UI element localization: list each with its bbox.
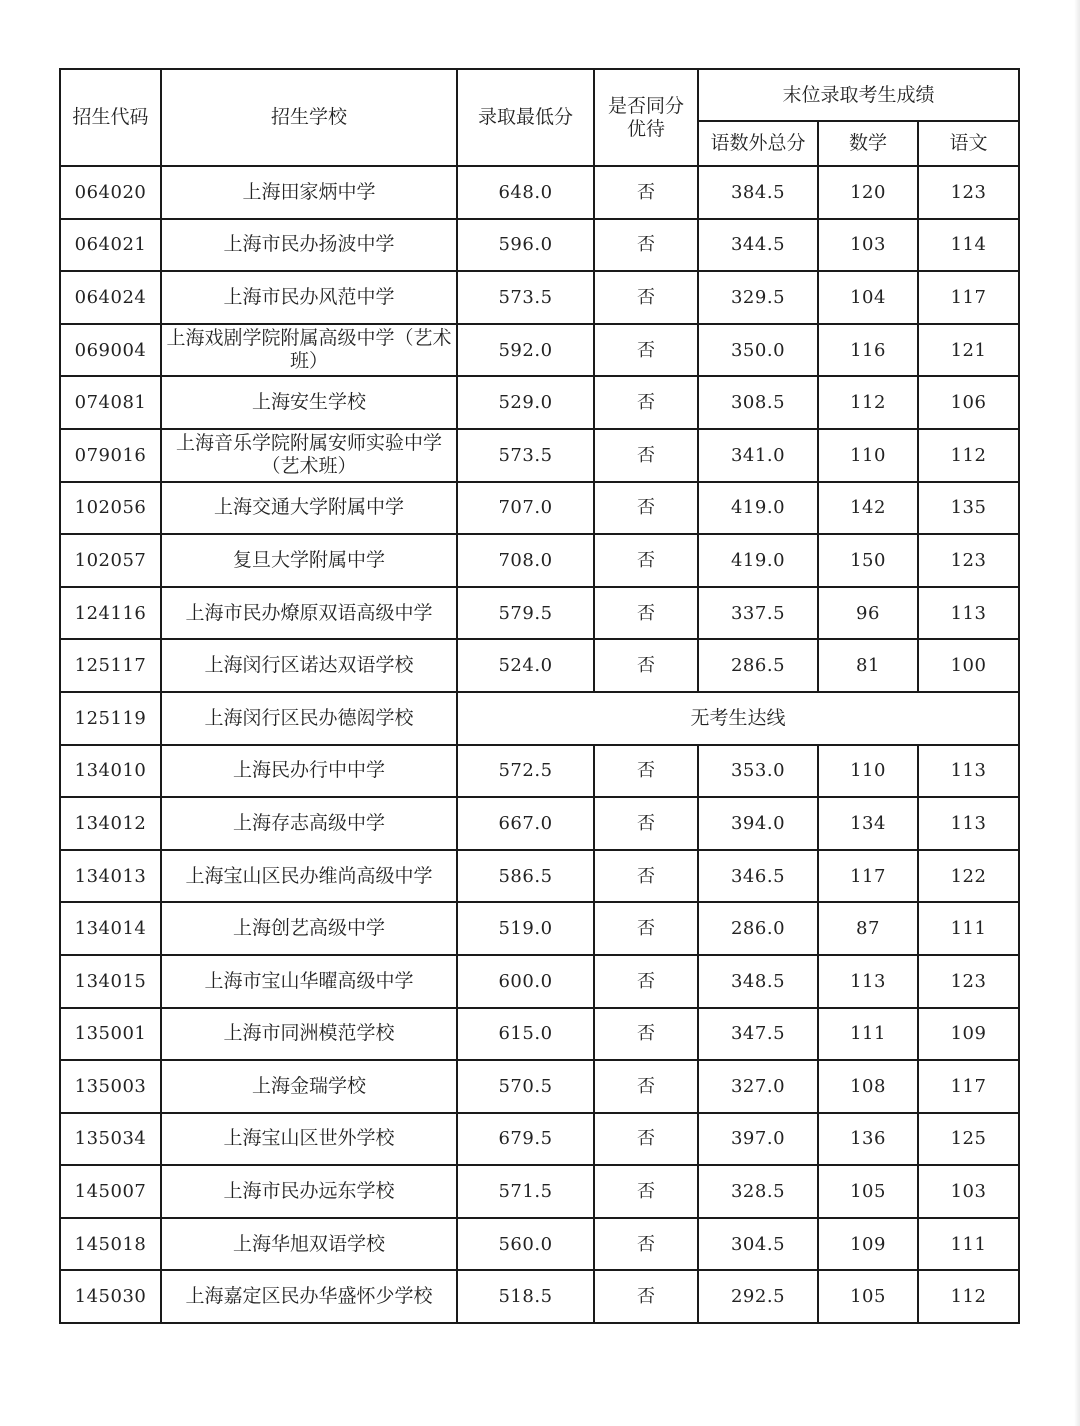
cell-chinese: 117: [918, 1060, 1019, 1113]
cell-min-score: 596.0: [457, 219, 594, 272]
cell-school: 上海存志高级中学: [161, 797, 457, 850]
cell-tie-priority: 否: [594, 1270, 698, 1323]
header-code: 招生代码: [60, 69, 161, 166]
cell-school: 上海市民办扬波中学: [161, 219, 457, 272]
table-row: [60, 1165, 1019, 1218]
cell-math: 105: [818, 1165, 918, 1218]
cell-min-score: 529.0: [457, 376, 594, 429]
cell-chinese: 121: [918, 324, 1019, 377]
page-edge-shadow: [1074, 0, 1080, 1426]
cell-school: 上海创艺高级中学: [161, 902, 457, 955]
cell-min-score: 570.5: [457, 1060, 594, 1113]
cell-min-score: 518.5: [457, 1270, 594, 1323]
cell-code: 079016: [60, 429, 161, 482]
admission-score-table: [59, 68, 1020, 1324]
cell-math: 81: [818, 639, 918, 692]
cell-school: 上海宝山区世外学校: [161, 1113, 457, 1166]
cell-code: 135034: [60, 1113, 161, 1166]
header-min-score: 录取最低分: [457, 69, 594, 166]
cell-min-score: 560.0: [457, 1218, 594, 1271]
cell-tie-priority: 否: [594, 271, 698, 324]
header-last-admitted-group: 末位录取考生成绩: [698, 69, 1019, 121]
cell-chinese: 106: [918, 376, 1019, 429]
cell-total: 348.5: [698, 955, 818, 1008]
cell-school: 上海市民办燎原双语高级中学: [161, 587, 457, 640]
cell-code: 102057: [60, 534, 161, 587]
cell-school: 复旦大学附属中学: [161, 534, 457, 587]
cell-total: 394.0: [698, 797, 818, 850]
cell-tie-priority: 否: [594, 639, 698, 692]
cell-total: 328.5: [698, 1165, 818, 1218]
cell-tie-priority: 否: [594, 1113, 698, 1166]
table-row: [60, 1218, 1019, 1271]
cell-tie-priority: 否: [594, 1060, 698, 1113]
table-row: [60, 271, 1019, 324]
cell-school: 上海田家炳中学: [161, 166, 457, 219]
table-row: [60, 1060, 1019, 1113]
cell-total: 304.5: [698, 1218, 818, 1271]
cell-math: 109: [818, 1218, 918, 1271]
cell-code: 102056: [60, 482, 161, 535]
cell-min-score: 648.0: [457, 166, 594, 219]
cell-math: 134: [818, 797, 918, 850]
cell-school: 上海金瑞学校: [161, 1060, 457, 1113]
cell-tie-priority: 否: [594, 166, 698, 219]
cell-math: 96: [818, 587, 918, 640]
cell-total: 344.5: [698, 219, 818, 272]
cell-school: 上海音乐学院附属安师实验中学（艺术班）: [161, 429, 457, 482]
cell-math: 116: [818, 324, 918, 377]
table-row: [60, 850, 1019, 903]
cell-min-score: 524.0: [457, 639, 594, 692]
cell-math: 103: [818, 219, 918, 272]
table-row: [60, 902, 1019, 955]
table-row: [60, 587, 1019, 640]
cell-total: 419.0: [698, 534, 818, 587]
cell-min-score: 679.5: [457, 1113, 594, 1166]
cell-min-score: 592.0: [457, 324, 594, 377]
cell-math: 136: [818, 1113, 918, 1166]
cell-total: 346.5: [698, 850, 818, 903]
cell-min-score: 573.5: [457, 271, 594, 324]
cell-min-score: 600.0: [457, 955, 594, 1008]
cell-math: 87: [818, 902, 918, 955]
cell-tie-priority: 否: [594, 324, 698, 377]
table-row: [60, 1270, 1019, 1323]
table-row: [60, 1113, 1019, 1166]
cell-math: 112: [818, 376, 918, 429]
cell-min-score: 572.5: [457, 745, 594, 798]
cell-chinese: 113: [918, 797, 1019, 850]
cell-total: 350.0: [698, 324, 818, 377]
cell-math: 120: [818, 166, 918, 219]
cell-min-score: 579.5: [457, 587, 594, 640]
cell-chinese: 113: [918, 745, 1019, 798]
cell-code: 064024: [60, 271, 161, 324]
cell-tie-priority: 否: [594, 534, 698, 587]
cell-code: 145007: [60, 1165, 161, 1218]
cell-chinese: 111: [918, 1218, 1019, 1271]
cell-tie-priority: 否: [594, 745, 698, 798]
cell-code: 134013: [60, 850, 161, 903]
cell-total: 419.0: [698, 482, 818, 535]
cell-chinese: 100: [918, 639, 1019, 692]
cell-code: 064020: [60, 166, 161, 219]
table-row: [60, 955, 1019, 1008]
cell-tie-priority: 否: [594, 1008, 698, 1061]
table-row: [60, 376, 1019, 429]
cell-total: 347.5: [698, 1008, 818, 1061]
cell-total: 308.5: [698, 376, 818, 429]
cell-code: 124116: [60, 587, 161, 640]
cell-total: 337.5: [698, 587, 818, 640]
cell-min-score: 573.5: [457, 429, 594, 482]
cell-chinese: 114: [918, 219, 1019, 272]
cell-note: 无考生达线: [457, 692, 1019, 745]
cell-code: 145030: [60, 1270, 161, 1323]
cell-math: 110: [818, 429, 918, 482]
cell-code: 069004: [60, 324, 161, 377]
cell-math: 110: [818, 745, 918, 798]
cell-school: 上海安生学校: [161, 376, 457, 429]
cell-tie-priority: 否: [594, 797, 698, 850]
cell-math: 150: [818, 534, 918, 587]
cell-math: 111: [818, 1008, 918, 1061]
cell-school: 上海闵行区诺达双语学校: [161, 639, 457, 692]
cell-total: 286.0: [698, 902, 818, 955]
cell-chinese: 109: [918, 1008, 1019, 1061]
cell-code: 145018: [60, 1218, 161, 1271]
cell-total: 397.0: [698, 1113, 818, 1166]
cell-chinese: 117: [918, 271, 1019, 324]
table-row: [60, 534, 1019, 587]
cell-chinese: 111: [918, 902, 1019, 955]
cell-school: 上海华旭双语学校: [161, 1218, 457, 1271]
cell-school: 上海宝山区民办维尚高级中学: [161, 850, 457, 903]
cell-chinese: 112: [918, 429, 1019, 482]
cell-school: 上海市民办风范中学: [161, 271, 457, 324]
cell-code: 134015: [60, 955, 161, 1008]
cell-math: 142: [818, 482, 918, 535]
cell-tie-priority: 否: [594, 1165, 698, 1218]
cell-chinese: 135: [918, 482, 1019, 535]
header-math: 数学: [818, 121, 918, 166]
cell-chinese: 123: [918, 166, 1019, 219]
cell-school: 上海市同洲模范学校: [161, 1008, 457, 1061]
table-row: [60, 797, 1019, 850]
cell-code: 134014: [60, 902, 161, 955]
cell-total: 327.0: [698, 1060, 818, 1113]
table-row: [60, 745, 1019, 798]
header-total: 语数外总分: [698, 121, 818, 166]
cell-chinese: 123: [918, 955, 1019, 1008]
table-row: [60, 429, 1019, 482]
cell-chinese: 113: [918, 587, 1019, 640]
cell-chinese: 122: [918, 850, 1019, 903]
cell-tie-priority: 否: [594, 587, 698, 640]
cell-total: 353.0: [698, 745, 818, 798]
cell-min-score: 707.0: [457, 482, 594, 535]
cell-math: 113: [818, 955, 918, 1008]
table-row: [60, 692, 1019, 745]
cell-school: 上海嘉定区民办华盛怀少学校: [161, 1270, 457, 1323]
cell-total: 329.5: [698, 271, 818, 324]
cell-school: 上海闵行区民办德闳学校: [161, 692, 457, 745]
cell-total: 286.5: [698, 639, 818, 692]
cell-chinese: 103: [918, 1165, 1019, 1218]
header-tie-priority: 是否同分优待: [594, 69, 698, 166]
cell-code: 135001: [60, 1008, 161, 1061]
cell-code: 074081: [60, 376, 161, 429]
cell-code: 064021: [60, 219, 161, 272]
table-row: [60, 166, 1019, 219]
cell-min-score: 667.0: [457, 797, 594, 850]
cell-school: 上海戏剧学院附属高级中学（艺术班）: [161, 324, 457, 377]
table-row: [60, 639, 1019, 692]
cell-tie-priority: 否: [594, 955, 698, 1008]
cell-tie-priority: 否: [594, 850, 698, 903]
cell-min-score: 615.0: [457, 1008, 594, 1061]
cell-tie-priority: 否: [594, 376, 698, 429]
cell-tie-priority: 否: [594, 1218, 698, 1271]
cell-total: 292.5: [698, 1270, 818, 1323]
cell-total: 384.5: [698, 166, 818, 219]
cell-code: 134012: [60, 797, 161, 850]
cell-code: 135003: [60, 1060, 161, 1113]
cell-math: 108: [818, 1060, 918, 1113]
cell-code: 125119: [60, 692, 161, 745]
table-row: [60, 219, 1019, 272]
table-header: [60, 69, 1019, 166]
table-row: [60, 482, 1019, 535]
cell-min-score: 708.0: [457, 534, 594, 587]
cell-chinese: 112: [918, 1270, 1019, 1323]
table-body: [60, 166, 1019, 1323]
header-chinese: 语文: [918, 121, 1019, 166]
cell-code: 134010: [60, 745, 161, 798]
cell-chinese: 125: [918, 1113, 1019, 1166]
cell-tie-priority: 否: [594, 902, 698, 955]
header-school: 招生学校: [161, 69, 457, 166]
cell-tie-priority: 否: [594, 429, 698, 482]
cell-chinese: 123: [918, 534, 1019, 587]
cell-min-score: 586.5: [457, 850, 594, 903]
cell-school: 上海市宝山华曜高级中学: [161, 955, 457, 1008]
cell-school: 上海交通大学附属中学: [161, 482, 457, 535]
cell-tie-priority: 否: [594, 482, 698, 535]
table-row: [60, 1008, 1019, 1061]
cell-school: 上海市民办远东学校: [161, 1165, 457, 1218]
cell-tie-priority: 否: [594, 219, 698, 272]
table-row: [60, 324, 1019, 377]
cell-math: 105: [818, 1270, 918, 1323]
cell-min-score: 571.5: [457, 1165, 594, 1218]
cell-total: 341.0: [698, 429, 818, 482]
cell-min-score: 519.0: [457, 902, 594, 955]
cell-math: 104: [818, 271, 918, 324]
cell-school: 上海民办行中中学: [161, 745, 457, 798]
cell-math: 117: [818, 850, 918, 903]
cell-code: 125117: [60, 639, 161, 692]
